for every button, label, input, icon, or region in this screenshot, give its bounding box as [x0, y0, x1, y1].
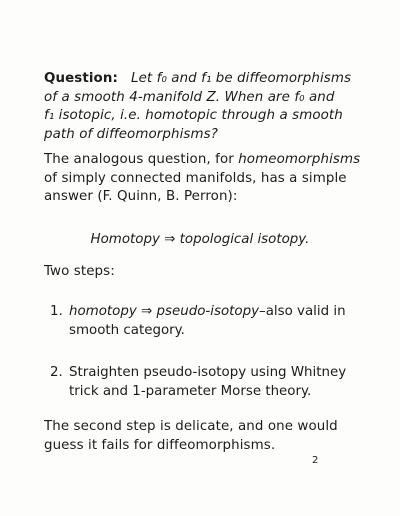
step-1-emphasis: homotopy ⇒ pseudo-isotopy	[69, 304, 259, 319]
question-line-4	[44, 126, 366, 145]
closing-paragraph	[44, 418, 366, 455]
step-number-2: 2.	[50, 365, 63, 380]
step-2-line-2: trick and 1-parameter Morse theory.	[69, 383, 312, 399]
question-paragraph	[44, 70, 366, 144]
centered-formula: Homotopy ⇒ topological isotopy.	[90, 232, 310, 247]
step-number-1: 1.	[50, 304, 63, 319]
question-text-2: of a smooth 4-manifold Z. When are f₀ and	[44, 89, 335, 105]
analogous-line-3: answer (F. Quinn, B. Perron):	[44, 189, 238, 205]
question-line-2	[44, 89, 366, 108]
analogous-text-1: The analogous question, for	[44, 152, 239, 167]
step-body-1	[69, 303, 369, 340]
step-1-text-rest: –also valid in	[259, 304, 346, 319]
analogous-line-2: of simply connected manifolds, has a simple	[44, 170, 347, 186]
question-label: Question:	[44, 71, 118, 86]
analogous-line-1	[44, 151, 366, 170]
question-text-3: f₁ isotopic, i.e. homotopic through a smooth	[44, 108, 343, 124]
question-line-3	[44, 107, 366, 126]
analogous-paragraph	[44, 151, 366, 207]
step-body-2	[69, 364, 369, 401]
closing-line-2: guess it fails for diffeomorphisms.	[44, 437, 276, 453]
question-line-1	[44, 70, 366, 89]
question-text-1: Let f₀ and f₁ be diffeomorphisms	[131, 71, 352, 86]
analogous-emphasis: homeomorphisms	[238, 152, 361, 167]
step-1-line-1	[69, 303, 369, 322]
two-steps-heading: Two steps:	[44, 264, 115, 279]
step-1-line-2: smooth category.	[69, 322, 185, 338]
closing-line-1: The second step is delicate, and one would	[44, 419, 338, 434]
question-text-4: path of diffeomorphisms?	[44, 126, 218, 142]
page-number: 2	[312, 455, 319, 466]
step-2-line-1: Straighten pseudo-isotopy using Whitney	[69, 365, 347, 380]
